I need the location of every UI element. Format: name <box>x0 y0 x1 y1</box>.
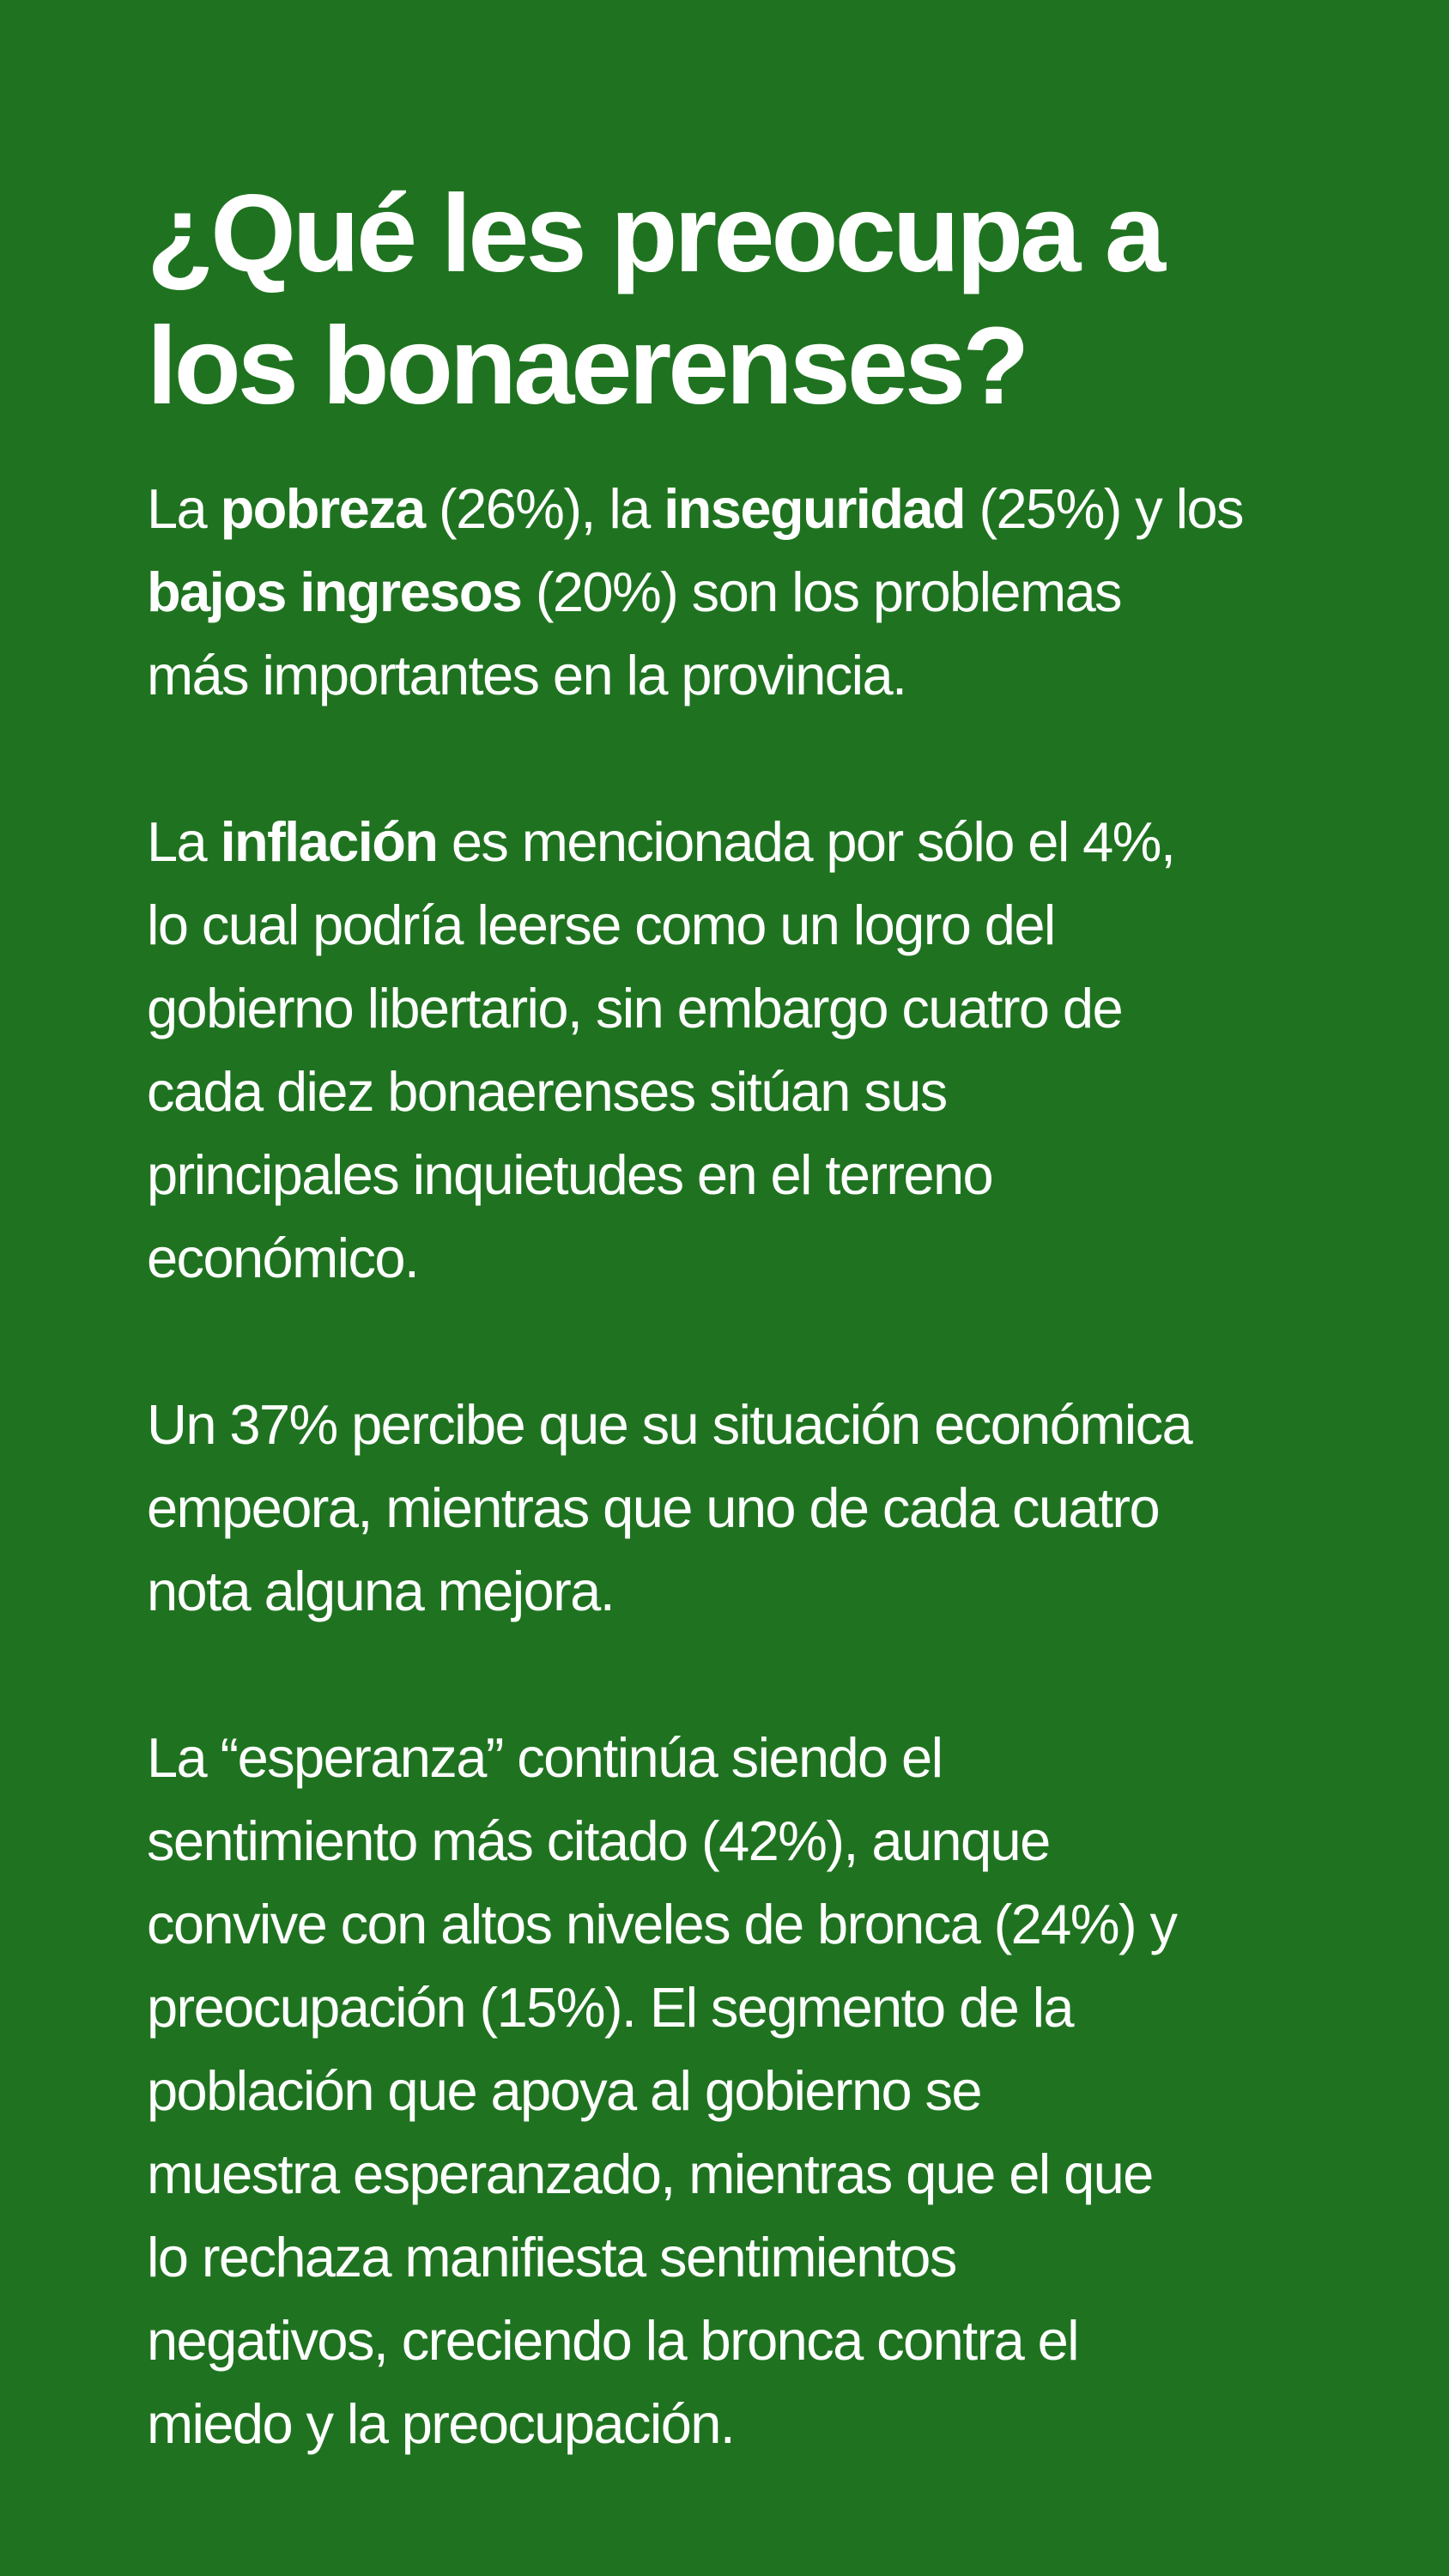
text-line <box>147 800 1320 883</box>
text-line: miedo y la preocupación. <box>147 2392 735 2455</box>
text-line: La “esperanza” continúa siendo el <box>147 1726 943 1789</box>
paragraph-economic-situation <box>147 1383 1320 1633</box>
paragraph-main-problems <box>147 467 1320 717</box>
text-line <box>147 550 1320 633</box>
text-line <box>147 467 1320 550</box>
text-line: muestra esperanzado, mientras que el que <box>147 2143 1153 2205</box>
text-segment: (25%) y los <box>965 477 1243 540</box>
text-line: cada diez bonaerenses sitúan sus <box>147 1060 947 1123</box>
text-line: empeora, mientras que uno de cada cuatro <box>147 1476 1159 1539</box>
text-line: gobierno libertario, sin embargo cuatro de <box>147 977 1122 1039</box>
text-segment: La <box>147 810 221 873</box>
highlight-inflacion: inflación <box>220 810 438 873</box>
text-line: económico. <box>147 1227 419 1289</box>
text-line: población que apoya al gobierno se <box>147 2059 981 2122</box>
text-line: convive con altos niveles de bronca (24%) y <box>147 1893 1177 1955</box>
highlight-inseguridad: inseguridad <box>664 477 965 540</box>
highlight-pobreza: pobreza <box>220 477 425 540</box>
text-segment: La <box>147 477 221 540</box>
text-line: preocupación (15%). El segmento de la <box>147 1976 1073 2039</box>
paragraph-inflation <box>147 800 1320 1300</box>
text-line: nota alguna mejora. <box>147 1560 615 1622</box>
text-line: sentimiento más citado (42%), aunque <box>147 1809 1050 1872</box>
highlight-bajos-ingresos: bajos ingresos <box>147 561 522 623</box>
page-title <box>147 168 1320 433</box>
text-line: más importantes en la provincia. <box>147 644 906 706</box>
title-line-2: los bonaerenses? <box>147 305 1027 427</box>
text-line: lo cual podría leerse como un logro del <box>147 894 1055 956</box>
text-line: lo rechaza manifiesta sentimientos <box>147 2226 956 2288</box>
paragraph-feelings <box>147 1716 1320 2465</box>
text-line: principales inquietudes en el terreno <box>147 1143 993 1206</box>
title-line-1: ¿Qué les preocupa a <box>147 173 1163 295</box>
text-line: Un 37% percibe que su situación económica <box>147 1393 1192 1456</box>
text-segment: (20%) son los problemas <box>521 561 1121 623</box>
body-text <box>147 467 1320 2465</box>
text-line: negativos, creciendo la bronca contra el <box>147 2309 1079 2372</box>
text-segment: (26%), la <box>424 477 664 540</box>
text-segment: es mencionada por sólo el 4%, <box>437 810 1175 873</box>
